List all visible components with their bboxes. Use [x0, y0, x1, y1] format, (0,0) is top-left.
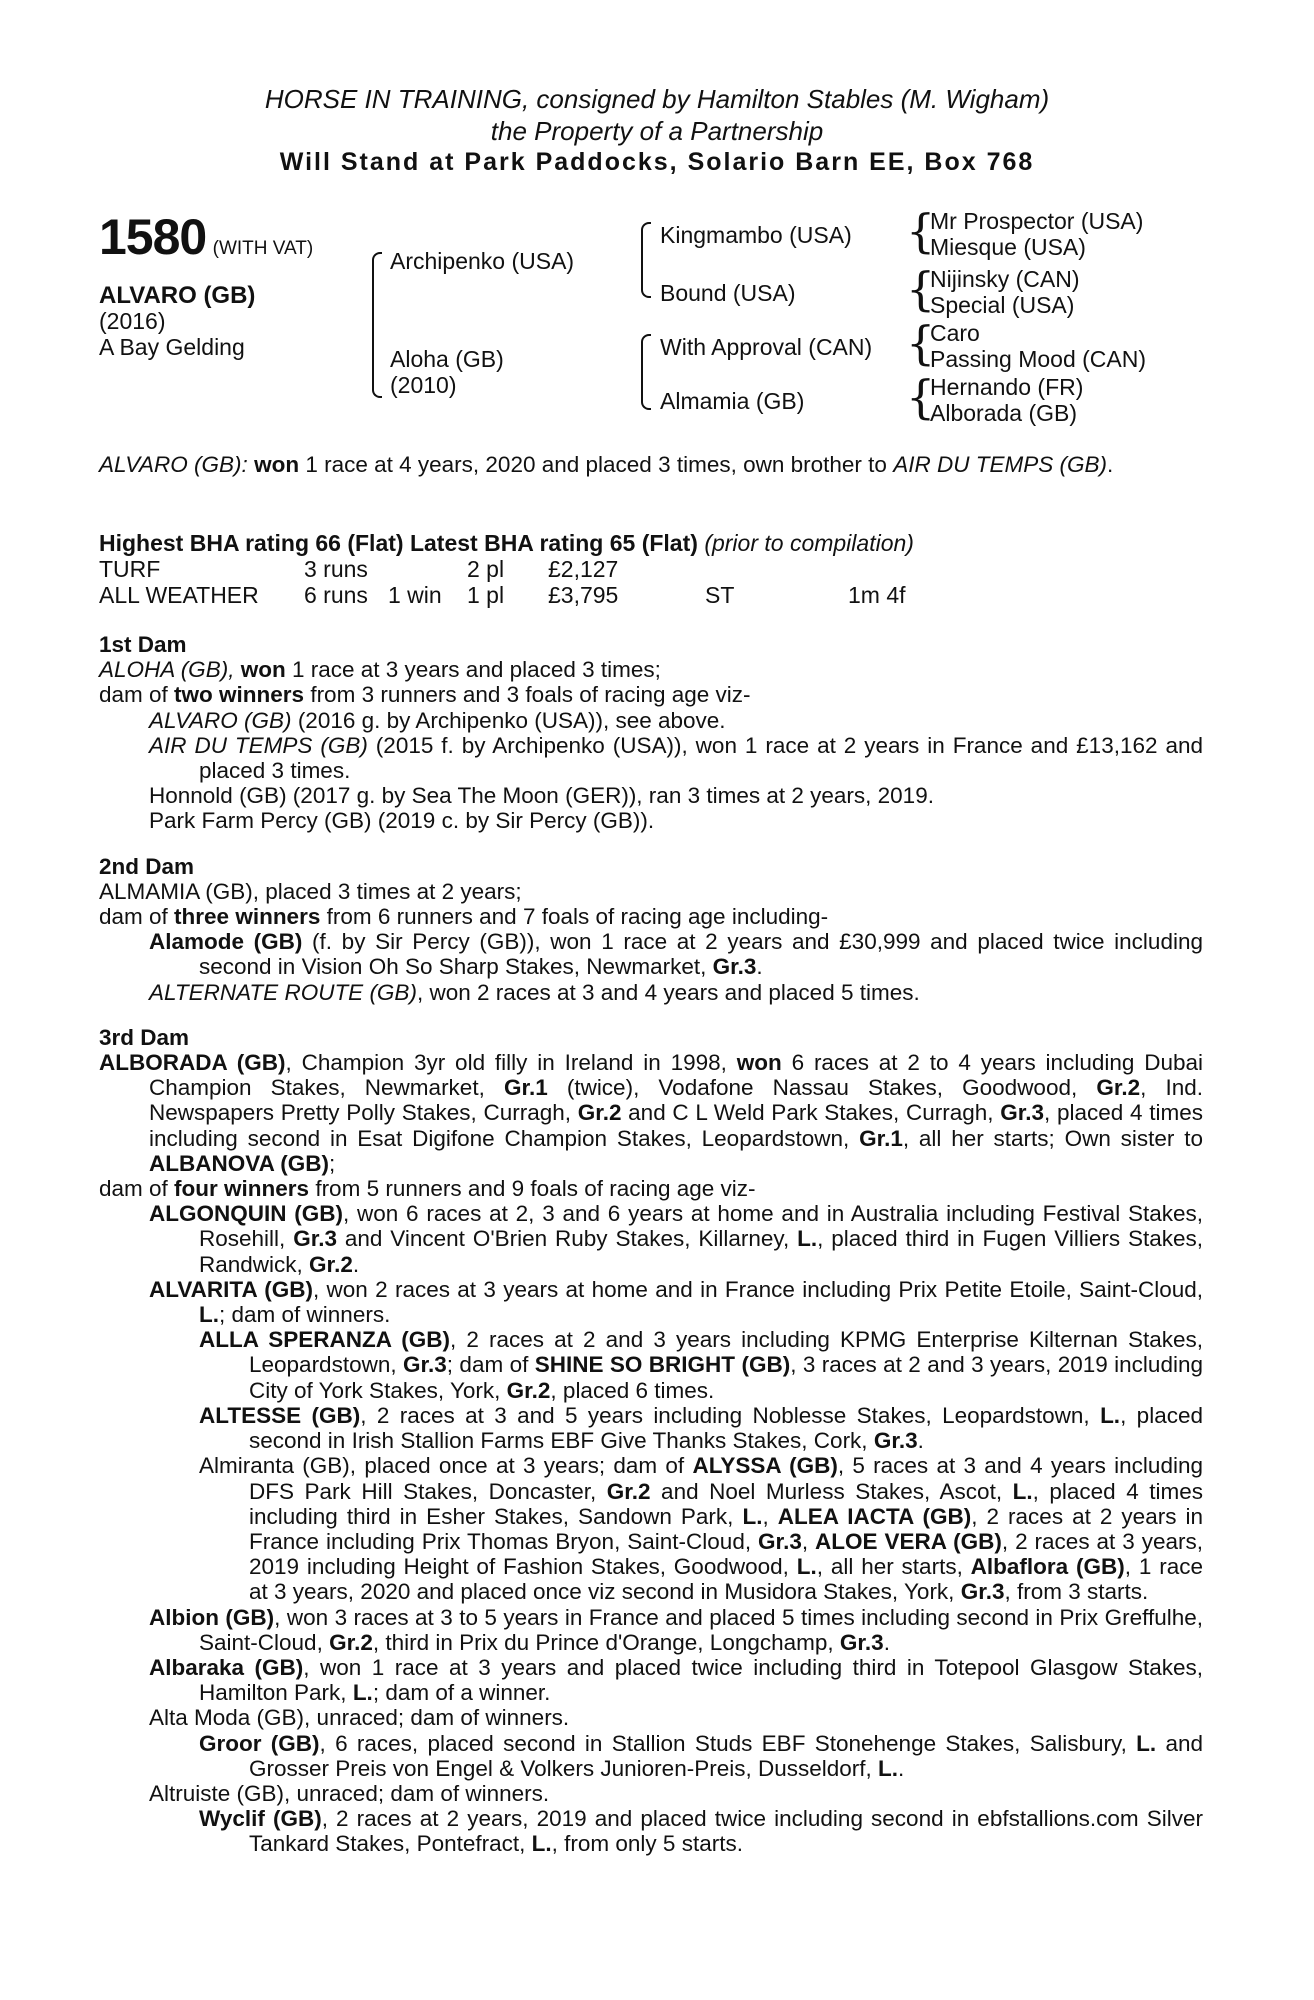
dam3-alla-speranza	[99, 1327, 1203, 1403]
s3m: ,	[801, 1528, 816, 1554]
s2f: .	[917, 1428, 924, 1454]
s1b: , 2 races at 2 and 3 years including KPMG Enterprise Kilternan Stakes, Leopardstown,	[249, 1327, 1203, 1378]
s3u: , from 3 starts.	[1004, 1579, 1149, 1605]
g1b: , won 6 races at 2, 3 and 6 years at home and in Australia including Festival Stakes, Rosehill,	[199, 1201, 1203, 1252]
vat-note: (WITH VAT)	[212, 238, 314, 259]
dam1-heading: 1st Dam	[99, 632, 187, 657]
record-turf-pl: 2 pl	[467, 556, 505, 582]
s3k: , 2 races at 2 years in France including Prix Thomas Bryon, Saint-Cloud,	[249, 1503, 1203, 1554]
record-aw-earn: £3,795	[548, 582, 619, 608]
s4d: and Grosser Preis von Engel & Volkers Junioren-Preis, Dusseldorf,	[249, 1730, 1203, 1781]
g4b: , won 1 race at 3 years and placed twice including third in Totepool Glasgow Stakes, Hamilton Park,	[199, 1654, 1204, 1706]
header-line-consignor: HORSE IN TRAINING, consigned by Hamilton Stables (M. Wigham)	[264, 84, 1050, 114]
pedigree-brace-dam	[641, 334, 651, 410]
dam1-p1-name: ALVARO (GB)	[149, 707, 292, 733]
horse-description: A Bay Gelding	[99, 334, 245, 360]
g2d: ; dam of winners.	[219, 1302, 391, 1328]
s5b: , 2 races at 2 years, 2019 and placed twice including second in ebfstallions.com Silver Tankard Stakes, Pontefract,	[249, 1806, 1203, 1857]
s1e: SHINE SO BRIGHT (GB)	[534, 1352, 791, 1378]
record-aw-wins: 1 win	[388, 582, 442, 608]
s5d: , from only 5 starts.	[551, 1831, 743, 1857]
dam3-albaraka	[99, 1655, 1203, 1705]
dam2-heading: 2nd Dam	[99, 853, 195, 879]
dam1-progeny-2	[99, 733, 1203, 783]
rating-note: (prior to compilation)	[704, 530, 914, 556]
dam1-won: won	[240, 657, 286, 683]
header-line-stand: Will Stand at Park Paddocks, Solario Barn EE, Box 768	[279, 148, 1035, 176]
g2a: ALVARITA (GB)	[149, 1276, 313, 1302]
dam3-damof	[99, 1176, 1203, 1201]
s1a: ALLA SPERANZA (GB)	[199, 1327, 451, 1353]
dam3-d2: four winners	[174, 1176, 310, 1202]
g1e: L.	[797, 1226, 818, 1252]
s3q: , all her starts,	[816, 1554, 971, 1580]
dam1-comma: ,	[228, 657, 241, 683]
dam1-line1	[99, 657, 1203, 682]
dam3-almiranta	[99, 1453, 1203, 1604]
s3c: , 5 races at 3 and 4 years including DFS Park Hill Stakes, Doncaster,	[249, 1453, 1203, 1504]
summary-end: .	[1106, 452, 1114, 477]
dam3-a6: (twice), Vodafone Nassau Stakes, Goodwood,	[547, 1075, 1097, 1101]
s3d: Gr.2	[606, 1478, 651, 1504]
dam1-p2-name: AIR DU TEMPS (GB)	[149, 732, 368, 758]
dam2-line2	[99, 904, 1203, 929]
s1d: ; dam of	[446, 1352, 535, 1378]
dam2-damof: dam of	[99, 904, 175, 930]
dam3-algonquin	[99, 1201, 1203, 1277]
dam3-a9: Gr.2	[577, 1100, 622, 1126]
g3c: Gr.2	[329, 1629, 373, 1655]
dam2-line1: ALMAMIA (GB), placed 3 times at 2 years;	[99, 878, 522, 904]
dam2-p1-text: (f. by Sir Percy (GB)), won 1 race at 2 years and £30,999 and placed twice including second in Vision Oh So Sharp Stakes, Newmarket,	[199, 929, 1203, 980]
pedigree-g3: Nijinsky (CAN)	[930, 266, 1080, 292]
record-turf-earn: £2,127	[548, 556, 619, 582]
dam3-d1: dam of	[99, 1176, 175, 1202]
dam2-progeny-2	[99, 980, 1203, 1005]
g3e: Gr.3	[839, 1629, 884, 1655]
dam3-alta-moda: Alta Moda (GB), unraced; dam of winners.	[149, 1705, 570, 1731]
bha-rating	[99, 530, 914, 557]
dam3-a1: ALBORADA (GB)	[99, 1050, 286, 1076]
pedigree-g6: Passing Mood (CAN)	[930, 346, 1147, 372]
dam3-a2: , Champion 3yr old filly in Ireland in 1998,	[285, 1050, 737, 1076]
s3r: Albaflora (GB)	[970, 1554, 1125, 1580]
lot-number: 1580	[99, 209, 207, 265]
dam1-line2	[99, 682, 1203, 707]
s4b: , 6 races, placed second in Stallion Studs EBF Stonehenge Stakes, Salisbury,	[319, 1730, 1137, 1756]
pedigree-g2: Miesque (USA)	[930, 234, 1086, 260]
s1f: , 3 races at 2 and 3 years, 2019 including City of York Stakes, York,	[249, 1352, 1203, 1403]
g3b: , won 3 races at 3 to 5 years in France and placed 5 times including second in Prix Greffulhe, Saint-Cloud,	[199, 1604, 1203, 1655]
pedigree-curly-1: {	[906, 204, 936, 258]
g3a: Albion (GB)	[149, 1604, 275, 1630]
horse-year: (2016)	[99, 308, 166, 334]
s3h: L.	[742, 1503, 763, 1529]
summary-brother: AIR DU TEMPS (GB)	[893, 452, 1107, 477]
s1h: , placed 6 times.	[550, 1377, 715, 1403]
g1a: ALGONQUIN (GB)	[149, 1201, 343, 1227]
dam2-p2-text: , won 2 races at 3 and 4 years and placed 5 times.	[416, 979, 920, 1005]
s1g: Gr.2	[506, 1377, 551, 1403]
record-aw-distance: 1m 4f	[848, 582, 906, 608]
pedigree-curly-3: {	[906, 316, 936, 370]
s3s: , 1 race at 3 years, 2020 and placed once viz second in Musidora Stakes, York,	[249, 1554, 1203, 1605]
dam3-a12: , placed 4 times including second in Esat Digifone Champion Stakes, Leopardstown,	[149, 1100, 1203, 1151]
pedigree-curly-2: {	[906, 262, 936, 316]
pedigree-dam-dam: Almamia (GB)	[660, 388, 805, 414]
dam3-a15: ALBANOVA (GB)	[149, 1150, 329, 1176]
dam2-p1-name: Alamode (GB)	[149, 929, 303, 955]
s3e: and Noel Murless Stakes, Ascot,	[650, 1478, 1013, 1504]
pedigree-g4: Special (USA)	[930, 292, 1075, 318]
dam3-altruiste: Altruiste (GB), unraced; dam of winners.	[149, 1780, 550, 1806]
dam1-progeny-4: Park Farm Percy (GB) (2019 c. by Sir Percy (GB)).	[149, 808, 655, 834]
s3a: Almiranta (GB), placed once at 3 years; dam of	[199, 1453, 693, 1479]
summary-horse: ALVARO (GB):	[99, 452, 248, 477]
s3b: ALYSSA (GB)	[692, 1453, 838, 1479]
pedigree-dam: Aloha (GB)	[390, 346, 504, 372]
s3t: Gr.3	[960, 1579, 1005, 1605]
pedigree-g8: Alborada (GB)	[930, 400, 1078, 426]
summary-won: won	[254, 452, 300, 477]
pedigree-dam-year: (2010)	[390, 372, 457, 398]
s4c: L.	[1136, 1730, 1157, 1756]
dam1-text: 1 race at 3 years and placed 3 times;	[285, 657, 661, 683]
pedigree-brace-sire	[641, 222, 651, 298]
dams-section	[99, 632, 1203, 1857]
dam1-p2-text: (2015 f. by Archipenko (USA)), won 1 race at 2 years in France and £13,162 and placed 3 times.	[199, 732, 1203, 784]
rating-bold: Highest BHA rating 66 (Flat) Latest BHA rating 65 (Flat)	[99, 530, 698, 556]
dam3-a10: and C L Weld Park Stakes, Curragh,	[621, 1100, 1001, 1126]
record-aw-label: ALL WEATHER	[99, 582, 259, 608]
dam1-progeny-1	[99, 708, 1203, 733]
s2c: L.	[1100, 1402, 1121, 1428]
g1f: , placed third in Fugen Villiers Stakes, Randwick,	[199, 1226, 1204, 1277]
record-aw-surface: ST	[705, 582, 735, 608]
pedigree-sire-sire: Kingmambo (USA)	[660, 222, 852, 248]
s5c: L.	[531, 1831, 552, 1857]
dam3-heading: 3rd Dam	[99, 1024, 190, 1050]
s4e: L.	[878, 1755, 899, 1781]
dam1-damof: dam of	[99, 682, 175, 708]
dam3-altesse	[99, 1403, 1203, 1453]
g3d: , third in Prix du Prince d'Orange, Longchamp,	[372, 1629, 840, 1655]
dam3-albion	[99, 1605, 1203, 1655]
g2c: L.	[199, 1302, 219, 1328]
dam1-winners: two winners	[174, 682, 305, 708]
pedigree-sire-dam: Bound (USA)	[660, 280, 796, 306]
g2b: , won 2 races at 3 years at home and in France including Prix Petite Etoile, Saint-Cloud,	[312, 1276, 1203, 1302]
s3p: L.	[796, 1554, 817, 1580]
record-aw-pl: 1 pl	[467, 582, 505, 608]
s4f: .	[898, 1755, 905, 1781]
s4a: Groor (GB)	[199, 1730, 320, 1756]
pedigree-g5: Caro	[930, 320, 980, 346]
dam3-groor	[99, 1731, 1203, 1781]
dam3-alvarita	[99, 1277, 1203, 1327]
pedigree-g1: Mr Prospector (USA)	[930, 208, 1144, 234]
dam3-a14: , all her starts; Own sister to	[902, 1125, 1203, 1151]
dam2-winners: three winners	[174, 904, 321, 930]
summary-text: 1 race at 4 years, 2020 and placed 3 times, own brother to	[299, 452, 894, 477]
s3l: Gr.3	[758, 1528, 802, 1554]
s3g: , placed 4 times including third in Esher Stakes, Sandown Park,	[249, 1478, 1204, 1529]
g4c: L.	[352, 1680, 373, 1706]
g1g: Gr.2	[309, 1251, 353, 1277]
race-summary	[99, 452, 1203, 477]
record-turf-label: TURF	[99, 556, 161, 582]
s5a: Wyclif (GB)	[199, 1806, 322, 1832]
s1c: Gr.3	[403, 1352, 447, 1378]
record-aw-runs: 6 runs	[304, 582, 368, 608]
dam3-d3: from 5 runners and 9 foals of racing age viz-	[309, 1176, 756, 1202]
horse-name: ALVARO (GB)	[99, 282, 256, 309]
dam1-progeny-3: Honnold (GB) (2017 g. by Sea The Moon (GER)), ran 3 times at 2 years, 2019.	[149, 783, 934, 809]
pedigree-brace-parents	[372, 252, 382, 398]
g1h: .	[352, 1251, 360, 1277]
dam3-a16: ;	[328, 1150, 336, 1176]
dam3-a13: Gr.1	[859, 1125, 903, 1151]
pedigree-curly-4: {	[906, 370, 936, 424]
g3f: .	[883, 1629, 890, 1655]
record-turf-runs: 3 runs	[304, 556, 368, 582]
s3i: ,	[762, 1503, 778, 1529]
s3f: L.	[1012, 1478, 1033, 1504]
s2d: , placed second in Irish Stallion Farms EBF Give Thanks Stakes, Cork,	[249, 1402, 1203, 1454]
dam2-foals: from 6 runners and 7 foals of racing age including-	[320, 904, 829, 930]
s3n: ALOE VERA (GB)	[815, 1528, 1002, 1554]
g1c: Gr.3	[293, 1226, 337, 1252]
dam3-a8: , Ind. Newspapers Pretty Polly Stakes, Curragh,	[149, 1075, 1204, 1126]
dam1-p1-text: (2016 g. by Archipenko (USA)), see above.	[291, 707, 726, 733]
s2e: Gr.3	[873, 1428, 918, 1454]
dam1-foals: from 3 runners and 3 foals of racing age viz-	[304, 682, 751, 708]
lot-number-block	[99, 208, 313, 266]
dam3-a5: Gr.1	[503, 1075, 548, 1101]
dam2-p1-end: .	[756, 954, 763, 980]
g1d: and Vincent O'Brien Ruby Stakes, Killarney,	[336, 1226, 798, 1252]
dam2-p1-grade: Gr.3	[712, 954, 757, 980]
s2a: ALTESSE (GB)	[199, 1402, 361, 1428]
dam1-name: ALOHA (GB)	[99, 657, 229, 683]
pedigree-g7: Hernando (FR)	[930, 374, 1084, 400]
s2b: , 2 races at 3 and 5 years including Noblesse Stakes, Leopardstown,	[360, 1402, 1101, 1428]
dam3-a3: won	[736, 1050, 782, 1076]
g4a: Albaraka (GB)	[149, 1654, 304, 1680]
dam2-p2-name: ALTERNATE ROUTE (GB)	[149, 979, 417, 1005]
pedigree-dam-sire: With Approval (CAN)	[660, 334, 873, 360]
s3o: , 2 races at 3 years, 2019 including Height of Fashion Stakes, Goodwood,	[249, 1528, 1203, 1580]
pedigree-sire: Archipenko (USA)	[390, 248, 575, 274]
s3j: ALEA IACTA (GB)	[777, 1503, 972, 1529]
dam3-a7: Gr.2	[1096, 1075, 1141, 1101]
dam3-wyclif	[99, 1806, 1203, 1856]
dam3-alborada	[99, 1050, 1203, 1176]
g4d: ; dam of a winner.	[372, 1680, 551, 1706]
dam3-a11: Gr.3	[1000, 1100, 1045, 1126]
dam2-progeny-1	[99, 929, 1203, 979]
dam3-a4: 6 races at 2 to 4 years including Dubai Champion Stakes, Newmarket,	[149, 1050, 1203, 1101]
header-line-property: the Property of a Partnership	[490, 116, 824, 146]
